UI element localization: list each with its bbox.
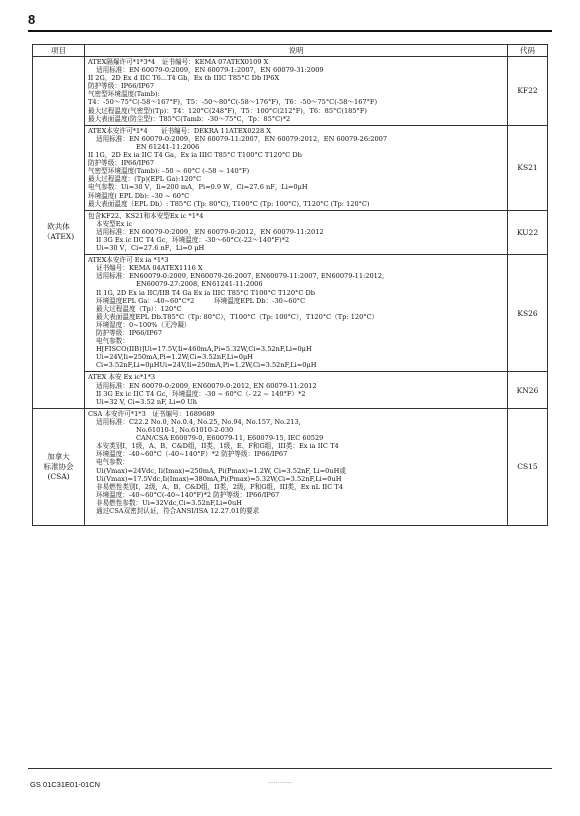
description-line: 适用标准：C22.2 No.0, No.0.4, No.25, No.94, No.157, No.213,	[96, 417, 301, 426]
description-line: ATEX本安许可 Ex ia *1*3	[88, 256, 169, 265]
option-code: KN26	[508, 372, 548, 408]
description-line: II 2G，2D Ex d IIC T6...T4 Gb，Ex tb IIIC T85°C Db IP6X	[88, 74, 280, 83]
header-item: 项目	[33, 45, 85, 57]
category-cell	[33, 408, 85, 525]
table-row	[33, 125, 548, 210]
description-line: 防护等级：IP66/IP67	[96, 329, 163, 337]
description-line: 适用标准：EN 60079-0:2009，EN 60079-0:2012，EN 60079-11:2012	[96, 227, 324, 236]
description-line: ATEX 本安 Ex ic*1*3	[88, 373, 156, 382]
footer-document-id: GS 01C31E01-01CN	[30, 780, 101, 789]
description-line: 最大表面温度（EPL Db）: T85°C (Tp: 80°C), T100°C (Tp: 100°C), T120°C (Tp: 120°C)	[88, 199, 370, 208]
description-line: CAN/CSA E60079-0, E60079-11, E60079-15, IEC 60529	[136, 434, 324, 443]
footer-dots: ·············	[268, 780, 293, 787]
description-line: II 3G Ex ic IIC T4 Gc，环境温度：-30～60°C(-22～140°F)*2	[96, 235, 290, 244]
description-line: 通过CSA双密封认证，符合ANSI/ISA 12.27.01的要求	[96, 506, 260, 515]
description-line: Ui=32 V, Ci=3.52 nF, Li=0 Uh	[96, 397, 198, 406]
option-code: CS15	[508, 408, 548, 525]
description-line: 非易燃性类别I，2级，A、B、C&D组，II类，2级，F和G组，III类，Ex nL IIC T4	[96, 482, 344, 491]
description-line: 环境湿度：0~100%（无冷凝）	[96, 320, 191, 329]
description-line: 环境温度( EPL Db): –30 ~ 60°C	[88, 191, 190, 200]
footer-rule	[28, 768, 552, 769]
header-code: 代码	[508, 45, 548, 57]
table-row	[33, 210, 548, 254]
description-line: ATEX本安许可*1*4 证书编号：DEKRA 11ATEX0228 X	[88, 126, 271, 135]
option-code: KS26	[508, 255, 548, 372]
description-line: 防护等级：IP66/IP67	[88, 82, 155, 91]
description-line: 适用标准：EN 60079-0:2009，EN 60079-1:2007，EN 60079-31:2009	[96, 66, 324, 75]
category-label: （ATEX)	[42, 232, 75, 242]
description-line: EN 61241-11:2006	[136, 142, 200, 151]
description-line: 电气参数：Ui=30 V，Ii=200 mA，Pi=0.9 W，Ci=27.6 nF，Li=0μH	[88, 183, 308, 192]
page-number: 8	[28, 12, 36, 27]
header-description: 说明	[85, 45, 508, 57]
description-line: 包含KF22、KS21和本安型Ex ic *1*4	[88, 211, 204, 220]
table-row	[33, 408, 548, 525]
description-cell	[85, 255, 508, 372]
description-cell	[85, 408, 508, 525]
description-line: 适用标准：EN 60079-0:2009，EN 60079-11:2007，EN 60079:2012，EN 60079-26:2007	[96, 134, 388, 143]
header-rule	[28, 30, 552, 32]
description-line: 气密型环境温度(Tamb): –50 ~ 60°C (–58 ~ 140°F)	[88, 167, 250, 176]
description-line: 最大表面温度(防尘型)：T85°C(Tamb：-30～75°C，Tp：85°C)*2	[88, 114, 291, 123]
description-line: H[FISCO(IIB)]Ui=17.5V,Ii=460mA,Pi=5.32W,Ci=3.52nF,Li=0μH	[96, 345, 312, 354]
description-line: 非易燃性参数：Ui=32Vdc,Ci=3.52nF,Li=0uH	[96, 498, 242, 507]
category-cell	[33, 57, 85, 409]
description-cell	[85, 125, 508, 210]
description-line: Ui=30 V，Ci=27.6 nF，Li=0 μH	[96, 244, 205, 253]
specification-table	[32, 44, 548, 526]
description-line: 环境温度：-40~60°C（-40~140°F）*2 防护等级：IP66/IP67	[96, 450, 288, 459]
description-line: T4：-50～75°C(-58～167°F)，T5：-50～80°C(-58～176°F)，T6：-50～75°C(-58～167°F)	[88, 98, 378, 107]
description-cell	[85, 57, 508, 126]
description-line: 本安类别I，1级，A、B、C&D组，II类，1级，E、F和G组，III类：Ex ia IIC T4	[96, 442, 339, 451]
description-line: 适用标准：EN60079-0:2009, EN60079-26:2007, EN60079-11:2007, EN60079-11:2012,	[96, 272, 385, 281]
description-line: 最大过程温度（Tp）：120°C	[96, 304, 182, 313]
description-line: Ci=3.52nF,Li=0μHUi=24V,Ii=250mA,Pi=1.2W,Ci=3.52nF,Li=0μH	[96, 361, 317, 370]
description-line: Ui(Vmax)=24Vdc, Ii(Imax)=250mA, Pi(Pmax)=1.2W, Ci=3.52nF, Li=0uH或	[96, 466, 346, 475]
description-cell	[85, 372, 508, 408]
description-line: 本安型Ex ic	[96, 219, 133, 228]
option-code: KS21	[508, 125, 548, 210]
description-line: 电气参数：	[96, 337, 129, 346]
description-line: CSA 本安许可*1*3 证书编号：1689689	[88, 409, 215, 418]
category-label: 欧共体	[47, 222, 70, 232]
description-line: 适用标准：EN 60079-0:2009, EN60079-0:2012, EN 60079-11:2012	[96, 381, 317, 390]
description-line: 证书编号：KEMA 04ATEX1116 X	[96, 264, 203, 273]
table-header-row	[33, 45, 548, 57]
category-label: 标准协会	[43, 461, 74, 471]
description-line: No.61010-1, No.61010-2-030	[136, 426, 234, 435]
table-row	[33, 255, 548, 372]
description-line: 环境温度EPL Ga：-40~60°C*2 环境温度EPL Db：-30~60°C	[96, 296, 306, 305]
table-row	[33, 57, 548, 126]
category-label: 加拿大	[47, 451, 70, 461]
description-line: 气密型环境温度(Tamb):	[88, 90, 160, 99]
description-line: II 1G, 2D Ex ia IIC/IIB T4 Ga Ex ia IIIC T85°C T100°C T120°C Db	[96, 288, 315, 297]
description-line: 环境温度：-40~60°C(-40~140°F)*2 防护等级：IP66/IP67	[96, 490, 280, 499]
category-label: (CSA)	[47, 472, 70, 482]
description-line: II 1G，2D Ex ia IIC T4 Ga，Ex ia IIIC T85°C T100°C T120°C Db	[88, 151, 302, 160]
description-line: ATEX隔爆许可*1*3*4 证书编号：KEMA 07ATEX0109 X	[88, 58, 269, 66]
description-line: 最大过程温度：(Tp)(EPL Ga):120°C	[88, 175, 202, 184]
description-line: 防护等级：IP66/IP67	[88, 159, 155, 168]
description-line: Ui=24V,Ii=250mA,Pi=1.2W,Ci=3.52nF,Li=0μH	[96, 353, 253, 362]
option-code: KU22	[508, 210, 548, 254]
description-line: 最大过程温度(气密型)(Tp)：T4：120°C(248°F)，T5：100°C(212°F)，T6：85°C(185°F)	[88, 106, 367, 115]
description-line: EN60079-27:2008, EN61241-11:2006	[136, 280, 263, 289]
description-line: Ui(Vmax)=17.5Vdc,Ii(Imax)=380mA,Pi(Pmax)=5.32W,Ci=3.52nF,Li=0uH	[96, 474, 342, 483]
option-code: KF22	[508, 57, 548, 126]
description-cell	[85, 210, 508, 254]
table-row	[33, 372, 548, 408]
description-line	[88, 515, 504, 523]
description-line: II 3G Ex ic IIC T4 Gc，环境温度：-30 ~ 60°C（- 22 ~ 140°F）*2	[96, 389, 306, 398]
description-line: 电气参数：	[96, 458, 129, 467]
description-line: 最大表面温度EPL Db.T85°C（Tp: 80°C），T100°C（Tp: 100°C），T120°C（Tp: 120°C）	[96, 312, 379, 321]
